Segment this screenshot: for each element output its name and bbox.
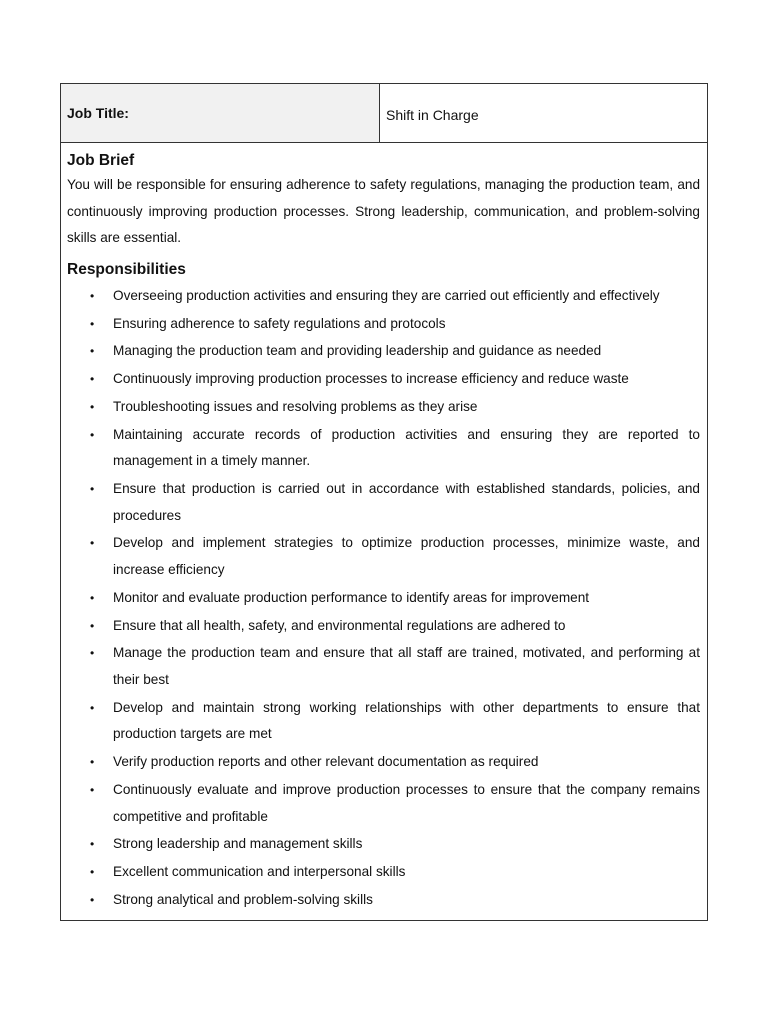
list-item-text: Manage the production team and ensure that all staff are trained, motivated, and performing at their best: [113, 645, 700, 687]
job-description-table: [60, 83, 708, 921]
list-item: [67, 695, 700, 748]
bullet-icon: •: [90, 782, 95, 797]
list-item: [67, 366, 700, 393]
list-item: [67, 476, 700, 529]
list-item: [67, 283, 700, 310]
list-item-text: Strong leadership and management skills: [113, 836, 363, 852]
list-item-text: Monitor and evaluate production performance to identify areas for improvement: [113, 589, 590, 605]
list-item: [67, 530, 700, 583]
list-item: [67, 749, 700, 776]
list-item-text: Excellent communication and interpersonal skills: [113, 864, 406, 880]
list-item: [67, 831, 700, 858]
bullet-icon: •: [90, 427, 95, 442]
bullet-icon: •: [90, 837, 95, 852]
list-item: [67, 585, 700, 612]
job-title-value: Shift in Charge: [386, 107, 479, 123]
job-brief-text: You will be responsible for ensuring adherence to safety regulations, managing the production team, and continuously improving production processes. Strong leadership, communication, and problem-solving skills are essential.: [67, 177, 700, 246]
responsibilities-list: [67, 283, 700, 914]
bullet-icon: •: [90, 399, 95, 414]
list-item-text: Develop and maintain strong working relationships with other departments to ensure that production targets are met: [113, 699, 700, 742]
bullet-icon: •: [90, 865, 95, 880]
list-item-text: Overseeing production activities and ensuring they are carried out efficiently and effectively: [113, 287, 660, 303]
responsibilities-heading: Responsibilities: [67, 260, 186, 278]
list-item-text: Continuously improving production processes to increase efficiency and reduce waste: [113, 371, 629, 387]
bullet-icon: •: [90, 590, 95, 605]
list-item: [67, 859, 700, 886]
bullet-icon: •: [90, 344, 95, 359]
bullet-icon: •: [90, 482, 95, 497]
list-item-text: Troubleshooting issues and resolving problems as they arise: [113, 398, 478, 414]
list-item-text: Ensure that all health, safety, and environmental regulations are adhered to: [113, 617, 566, 633]
bullet-icon: •: [90, 646, 95, 661]
bullet-icon: •: [90, 618, 95, 633]
bullet-icon: •: [90, 892, 95, 907]
bullet-icon: •: [90, 536, 95, 551]
bullet-icon: •: [90, 700, 95, 715]
list-item: [67, 613, 700, 640]
bullet-icon: •: [90, 372, 95, 387]
job-title-label: Job Title:: [61, 84, 380, 142]
list-item: [67, 338, 700, 365]
list-item: [67, 422, 700, 475]
list-item: [67, 640, 700, 693]
job-title-row: [61, 84, 707, 143]
list-item-text: Managing the production team and providing leadership and guidance as needed: [113, 343, 602, 359]
list-item-text: Verify production reports and other relevant documentation as required: [113, 754, 539, 770]
list-item-text: Maintaining accurate records of production activities and ensuring they are reported to management in a timely manner.: [113, 426, 700, 469]
list-item-text: Develop and implement strategies to optimize production processes, minimize waste, and increase efficiency: [113, 535, 700, 578]
bullet-icon: •: [90, 755, 95, 770]
list-item: [67, 394, 700, 421]
job-brief-heading: Job Brief: [67, 152, 135, 169]
list-item-text: Continuously evaluate and improve production processes to ensure that the company remains competitive and profitable: [113, 781, 700, 824]
list-item-text: Ensure that production is carried out in accordance with established standards, policies, and procedures: [113, 481, 700, 523]
bullet-icon: •: [90, 288, 95, 303]
list-item-text: Ensuring adherence to safety regulations and protocols: [113, 315, 446, 331]
bullet-icon: •: [90, 316, 95, 331]
list-item: [67, 777, 700, 830]
list-item-text: Strong analytical and problem-solving skills: [113, 891, 373, 907]
list-item: [67, 887, 700, 914]
list-item: [67, 311, 700, 338]
job-content: [61, 143, 707, 913]
